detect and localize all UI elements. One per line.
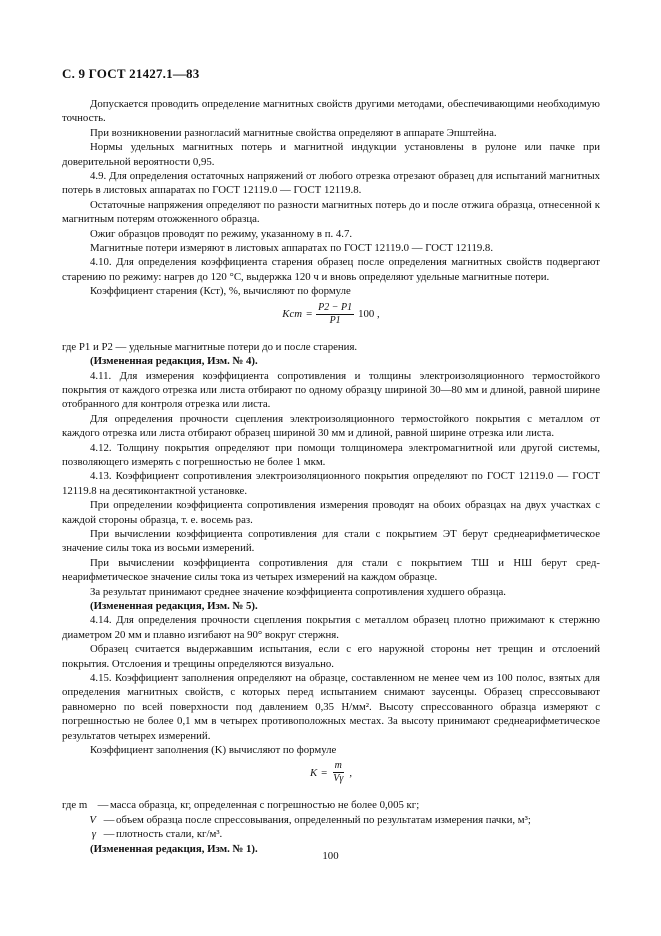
fill-factor-formula: K = $\frac{m}{V\gamma}$ , — [309, 760, 353, 785]
paragraph: 4.11. Для измерения коэффициента сопротивления и толщины электроизоляционного термостойкого покрытия от каждого отрезка или листа отбирают по одному образцу шириной 30—80 мм и длиной, равной ширине отобранного для контроля отрезка или листа. — [62, 369, 600, 411]
paragraph: 4.12. Толщину покрытия определяют при помощи толщиномера электромагнитной или другой системы, позволяющего измерять с погрешностью не более 1 мкм. — [62, 441, 600, 468]
formula-tail: 100 , — [358, 307, 380, 320]
paragraph: Допускается проводить определение магнитных свойств другими методами, обеспечивающими необходимую точность. — [62, 98, 600, 125]
formula-denominator: Vγ — [333, 773, 344, 785]
formula-numerator: P2 − P1 — [318, 301, 353, 313]
definition-symbol: V — [89, 813, 96, 826]
paragraph: Остаточные напряжения определяют по разности магнитных потерь до и после отжига образца, отнесенной к магнитным потерям отожженного образца. — [62, 198, 600, 226]
formula-lhs: Kст — [282, 307, 303, 320]
page-header: С. 9 ГОСТ 21427.1—83 — [62, 66, 200, 81]
definition-symbol: γ — [91, 828, 96, 841]
paragraph: При вычислении коэффициента сопротивления для стали с покрытием ТШ и НШ берут среднеарифметическое значение силы тока из четырех измерений на каждом образце. — [62, 556, 600, 584]
definition-text: масса образца, кг, определенная с погрешностью не более 0,005 кг; — [110, 799, 420, 812]
paragraph: 4.15. Коэффициент заполнения определяют на образце, составленном не менее чем из 100 полос, взятых для определения магнитных свойств, с которых перед испытанием снимают заусенцы. Образец спрессовывают равномерно по всей поверхности под давлением 0,35 Н/мм². Высоту спрессованного образца измеряют с погрешностью не более 0,1 мм в четырех противоположных местах. За высоту принимают среднеарифметическое результатов четырех измерений. — [62, 672, 600, 742]
paragraph: 4.13. Коэффициент сопротивления электроизоляционного покрытия определяют по ГОСТ 12119.0 — ГОСТ 12119.8 на десятиконтактной установке. — [62, 470, 600, 497]
paragraph: Магнитные потери измеряют в листовых аппаратах по ГОСТ 12119.0 — ГОСТ 12119.8. — [90, 242, 494, 255]
paragraph: Коэффициент заполнения (K) вычисляют по формуле — [90, 744, 337, 757]
paragraph: При определении коэффициента сопротивления измерения проводят на обоих образцах на двух участках с каждой стороны образца, т. е. восемь раз. — [62, 499, 600, 526]
formula-tail: , — [349, 766, 353, 779]
aging-coefficient-formula: Kст = $\frac{P2 - P1}{P1}$ 100 , — [282, 301, 380, 326]
definition-row: V — объем образца после спрессовывания, определенный по результатам измерения пачки, м³; — [62, 813, 600, 827]
formula-denominator: P1 — [329, 314, 341, 326]
paragraph: При возникновении разногласий магнитные свойства определяют в аппарате Эпштейна. — [90, 126, 497, 139]
definition-row: γ — плотность стали, кг/м³. — [62, 827, 600, 841]
paragraph: За результат принимают среднее значение коэффициента сопротивления худшего образца. — [90, 585, 506, 598]
formula-lhs: K — [309, 766, 318, 779]
paragraph: Нормы удельных магнитных потерь и магнитной индукции установлены в рулоне или пачке при доверительной вероятности 0,95. — [62, 141, 600, 168]
paragraph: Образец считается выдержавшим испытания, если с его наружной стороны нет трещин и отслоений покрытия. Отслоения и трещины определяются визуально. — [62, 643, 600, 670]
amendment-note: (Измененная редакция, Изм. № 4). — [90, 355, 258, 368]
paragraph: Для определения прочности сцепления электроизоляционного термостойкого покрытия с металлом от каждого отрезка или листа отбирают образец шириной 30 мм и длиной, равной ширине отрезка или листа. — [62, 412, 600, 440]
formula-fraction — [316, 302, 354, 327]
page-number: 100 — [322, 850, 339, 862]
paragraph: При вычислении коэффициента сопротивления для стали с покрытием ЭТ берут среднеарифметическое значение силы тока из восьми измерений. — [62, 527, 600, 555]
document-body — [62, 97, 600, 856]
definition-text: плотность стали, кг/м³. — [116, 828, 223, 841]
formula-fraction — [331, 760, 345, 785]
formula-explanation: где P1 и P2 — удельные магнитные потери до и после старения. — [62, 340, 358, 353]
amendment-note: (Измененная редакция, Изм. № 5). — [90, 600, 258, 612]
definition-row: где m — масса образца, кг, определенная с погрешностью не более 0,005 кг; — [62, 798, 600, 812]
formula-numerator: m — [334, 760, 342, 772]
amendment-note: (Измененная редакция, Изм. № 1). — [90, 842, 258, 855]
paragraph: Коэффициент старения (Кст), %, вычисляют по формуле — [90, 285, 351, 298]
paragraph: 4.14. Для определения прочности сцепления покрытия с металлом образец плотно прижимают к стержню диаметром 20 мм и плавно изгибают на 90° вокруг стержня. — [62, 614, 600, 641]
definition-text: объем образца после спрессовывания, определенный по результатам измерения пачки, м³; — [116, 813, 531, 826]
definition-symbol: где m — [62, 799, 88, 812]
definitions-list — [62, 798, 600, 841]
paragraph: Ожиг образцов проводят по режиму, указанному в п. 4.7. — [90, 227, 353, 240]
paragraph: 4.10. Для определения коэффициента старения образец после определения магнитных свойств подвергают старению по режиму: нагрев до 120 °С, выдержка 120 ч и вновь определяют удельные магнитные потери. — [62, 256, 600, 283]
paragraph: 4.9. Для определения остаточных напряжений от любого отрезка отрезают образец для испытаний магнитных потерь в листовых аппаратах по ГОСТ 12119.0 — ГОСТ 12119.8. — [62, 170, 600, 197]
